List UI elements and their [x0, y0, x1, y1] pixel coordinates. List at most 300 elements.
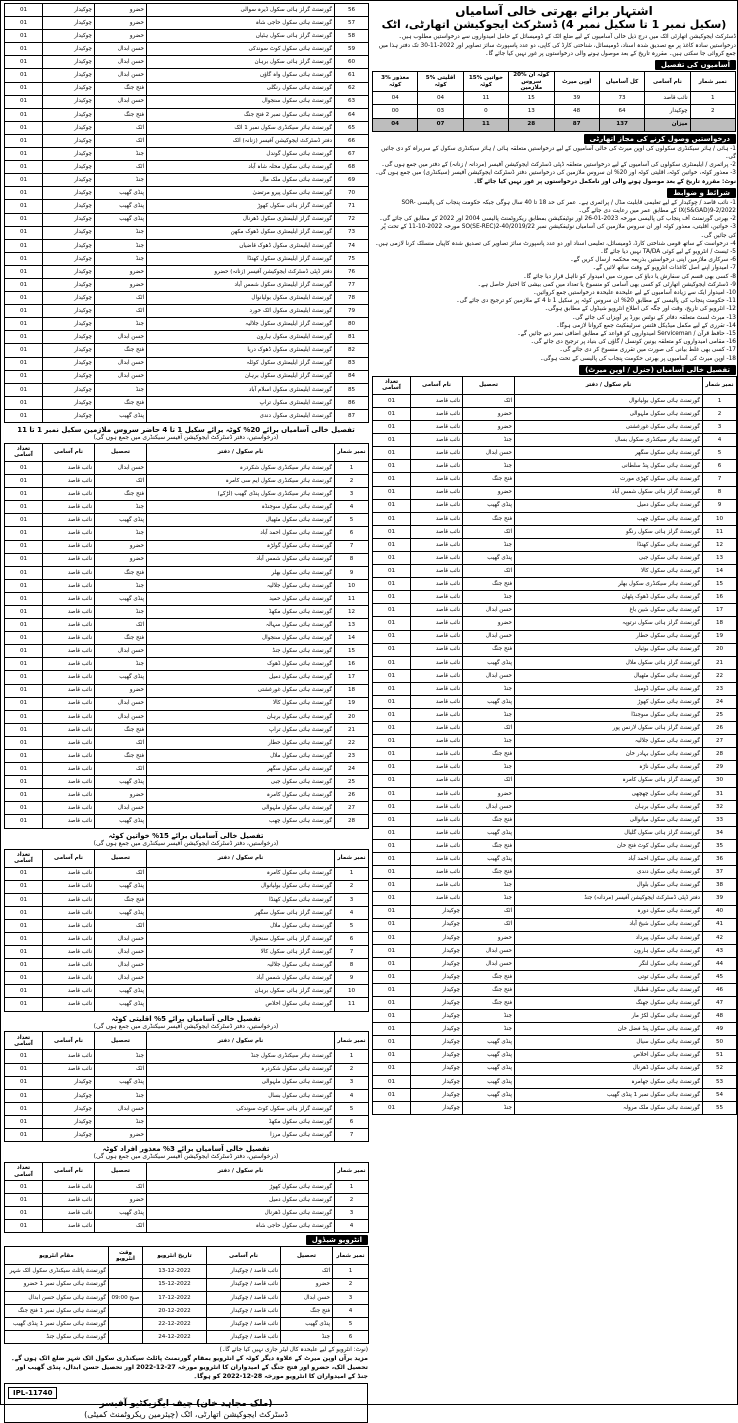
table-cell: نائب قاصد	[411, 826, 463, 839]
table-cell: 01	[5, 396, 43, 409]
table-cell: نائب قاصد	[411, 656, 463, 669]
table-cell: حضرو	[463, 407, 515, 420]
table-cell: 54	[703, 1088, 737, 1101]
column-header: نام آسامی	[43, 849, 95, 867]
table-cell: چوکیدار	[411, 1075, 463, 1088]
table-cell: 01	[5, 488, 43, 501]
table-row	[5, 998, 369, 1011]
table-row	[5, 1089, 369, 1102]
table-cell: گورنمنٹ ہائی سکول واہ گاؤں	[147, 69, 335, 82]
table-cell: نائب قاصد	[411, 591, 463, 604]
open-merit-table	[372, 376, 737, 1115]
table-cell: 01	[5, 1207, 43, 1220]
table-cell: 40	[703, 905, 737, 918]
list-item: 8- کسی بھی قسم کی سفارش یا دباؤ کی صورت میں امیدوار کو نااہل قرار دیا جائے گا۔	[523, 273, 736, 280]
list-item: 12- انٹرویو کی تاریخ، وقت اور جگہ کی اطلاع انٹرویو شیڈول کے مطابق ہوگی۔	[544, 306, 736, 313]
table-cell: گورنمنٹ ہائر سیکنڈری سکول جنڈ	[147, 1050, 335, 1063]
table-cell: جنڈ	[463, 591, 515, 604]
table-row	[373, 682, 737, 695]
table-cell: 67	[335, 148, 369, 161]
table-row	[5, 736, 369, 749]
table-cell: 17-12-2022	[143, 1291, 207, 1304]
table-row	[373, 486, 737, 499]
table-cell: نائب قاصد	[411, 512, 463, 525]
table-cell: 01	[5, 174, 43, 187]
table-cell: 01	[5, 30, 43, 43]
table-cell: حضرو	[95, 278, 147, 291]
table-cell: نائب قاصد / چوکیدار	[207, 1304, 281, 1317]
table-cell: حسن ابدال	[95, 43, 147, 56]
table-row	[373, 1010, 737, 1023]
table-cell: چوکیدار	[43, 174, 95, 187]
left-column	[4, 3, 368, 1423]
table-cell: 01	[5, 134, 43, 147]
table-cell: نائب قاصد	[43, 893, 95, 906]
table-cell: نائب قاصد / چوکیدار	[207, 1278, 281, 1291]
table-cell: گورنمنٹ ہائی سکول دورہ	[515, 905, 703, 918]
list-item: 3- خواتین، اقلیتی، معذور کوٹہ اور ان سروس ملازمین کی آسامیاں نوٹیفکیشن نمبر SO(SE-REC)2-40/2019/22 مورخہ 2022-10-11 کے تحت پُر کی جائیں گی۔	[380, 224, 736, 239]
table-cell: جنڈ	[463, 735, 515, 748]
table-cell: 01	[5, 893, 43, 906]
table-cell: جنڈ	[95, 605, 147, 618]
table-cell: چوکیدار	[411, 1049, 463, 1062]
table-cell: 01	[5, 252, 43, 265]
table-cell: گورنمنٹ گرلز ہائی سکول ملال	[515, 656, 703, 669]
table-row	[5, 1194, 369, 1207]
table-cell: جنڈ	[95, 1115, 147, 1128]
table-row	[5, 1115, 369, 1128]
table-row	[5, 592, 369, 605]
list-item: 13- میرٹ لسٹ متعلقہ دفاتر کے نوٹس بورڈ پر آویزاں کی جائے گی۔	[571, 314, 736, 321]
column-header: نام آسامی	[43, 1032, 95, 1050]
table-cell: 66	[335, 134, 369, 147]
table-cell: گورنمنٹ ہائی سکول کالا	[515, 565, 703, 578]
table-cell: 01	[373, 1023, 411, 1036]
open-merit-continued-body	[5, 4, 369, 423]
table-cell: 01	[373, 774, 411, 787]
table-cell: 01	[373, 486, 411, 499]
table-cell: گورنمنٹ ایلیمنٹری سکول ہارون	[147, 331, 335, 344]
table-cell: 01	[373, 447, 411, 460]
table-cell: اٹک	[95, 475, 147, 488]
interview-heading-bar	[4, 1235, 368, 1245]
column-header: نام آسامی	[411, 376, 463, 394]
table-cell: پنڈی گھیب	[463, 499, 515, 512]
table-cell	[109, 1317, 143, 1330]
list-item: 15- حافظ قرآن / Serviceman امیدواروں کو قواعد کے مطابق اضافی نمبر دیے جائیں گے۔	[517, 331, 736, 337]
table-cell: نائب قاصد	[43, 998, 95, 1011]
table-cell: 5	[335, 1102, 369, 1115]
table-cell: چوکیدار	[43, 252, 95, 265]
conditions-heading-bar	[372, 188, 736, 198]
table-row	[373, 931, 737, 944]
table-cell: 01	[5, 998, 43, 1011]
table-cell: نائب قاصد	[43, 632, 95, 645]
table-cell: نائب قاصد	[411, 578, 463, 591]
column-header: تعداد آسامی	[5, 443, 43, 461]
table-cell: 19	[335, 697, 369, 710]
table-row	[373, 460, 737, 473]
table-cell: 01	[373, 813, 411, 826]
interview-extra-note: مزید برآں اوپن میرٹ کے علاوہ دیگر کوٹہ کے انٹرویو بمقام گورنمنٹ پائلٹ سیکنڈری سکول اٹک شہر ضلع اٹک ہوں گے۔ تحصیل اٹک، حضرو اور فتح جنگ کے امیدواران کا انٹرویو مورخہ 27-12-2022 اور تحصیل حسن ابدال، پنڈی گھیب اور جنڈ کے امیدواران کا انٹرویو مورخہ 28-12-2022 کو ہوگا۔	[11, 1355, 368, 1381]
table-cell: حسن ابدال	[95, 56, 147, 69]
table-cell: 22-12-2022	[143, 1317, 207, 1330]
table-row	[5, 305, 369, 318]
table-cell: 33	[703, 813, 737, 826]
table-cell: 3	[335, 1076, 369, 1089]
table-cell: 01	[5, 331, 43, 344]
table-cell: چوکیدار	[43, 278, 95, 291]
table-cell: 6	[703, 460, 737, 473]
table-row	[5, 174, 369, 187]
table-cell: 1	[703, 394, 737, 407]
column-header: تعداد آسامی	[5, 1032, 43, 1050]
table-cell: حسن ابدال	[95, 331, 147, 344]
table-row	[373, 997, 737, 1010]
table-cell: فتح جنگ	[463, 643, 515, 656]
table-cell: 09:00 صبح	[109, 1291, 143, 1304]
table-row	[5, 514, 369, 527]
table-cell: 1	[333, 1265, 369, 1278]
table-cell: نائب قاصد	[43, 946, 95, 959]
table-cell: نائب قاصد	[43, 959, 95, 972]
table-cell: گورنمنٹ ایلیمنٹری سکول ڈھوک قاضیاں	[147, 239, 335, 252]
in-service-subheading: (درخواستیں، دفتر ڈسٹرکٹ ایجوکیشن آفیسر سیکنڈری میں جمع ہوں گی)	[93, 434, 279, 442]
table-row	[373, 669, 737, 682]
table-cell: نائب قاصد	[411, 761, 463, 774]
table-cell: نائب قاصد	[411, 774, 463, 787]
table-cell: گورنمنٹ ہائی سکول نمبر 1 فتح جنگ	[5, 1304, 109, 1317]
table-cell: 01	[373, 421, 411, 434]
table-cell: 28	[509, 118, 554, 131]
list-item: 16- مقامی امیدواروں کو متعلقہ یونین کونسل / گاؤں کی بنیاد پر ترجیح دی جائے گی۔	[530, 339, 736, 346]
table-cell: 01	[5, 265, 43, 278]
table-row	[5, 357, 369, 370]
table-row	[5, 95, 369, 108]
table-cell: 03	[418, 105, 463, 118]
table-cell: گورنمنٹ ہائی سکول ڈھوک پٹھان	[515, 591, 703, 604]
table-cell: چوکیدار	[43, 1115, 95, 1128]
table-cell: 01	[373, 1010, 411, 1023]
table-cell: 01	[373, 748, 411, 761]
table-cell: 1	[690, 92, 735, 105]
table-cell: 8	[703, 486, 737, 499]
table-cell: جنڈ	[463, 1101, 515, 1114]
table-row	[373, 1023, 737, 1036]
table-cell: 24	[703, 696, 737, 709]
table-cell: پنڈی گھیب	[463, 853, 515, 866]
table-row	[373, 551, 737, 564]
table-cell: نائب قاصد	[411, 434, 463, 447]
table-cell: گورنمنٹ ہائی سکول جلالیہ	[515, 735, 703, 748]
table-cell: حضرو	[463, 787, 515, 800]
table-row	[373, 892, 737, 905]
table-row	[5, 383, 369, 396]
table-cell: 10	[703, 512, 737, 525]
table-cell: 5	[335, 514, 369, 527]
table-cell: 64	[599, 105, 644, 118]
table-cell: پنڈی گھیب	[95, 998, 147, 1011]
table-cell: 01	[5, 946, 43, 959]
table-row	[373, 118, 736, 131]
table-cell: گورنمنٹ ہائی سکول ناڑہ	[515, 761, 703, 774]
table-cell: گورنمنٹ ہائی سکول گولڑہ	[147, 540, 335, 553]
table-cell: حسن ابدال	[281, 1291, 333, 1304]
table-cell: چوکیدار	[43, 121, 95, 134]
table-cell: حسن ابدال	[95, 645, 147, 658]
table-row	[373, 565, 737, 578]
table-cell: چوکیدار	[411, 984, 463, 997]
table-cell: چوکیدار	[43, 409, 95, 422]
table-cell: 01	[5, 579, 43, 592]
table-cell: نائب قاصد	[411, 460, 463, 473]
column-header: نمبر شمار	[335, 443, 369, 461]
table-cell: 14	[703, 565, 737, 578]
table-cell: جنڈ	[95, 226, 147, 239]
table-cell: نائب قاصد	[43, 697, 95, 710]
table-cell: گورنمنٹ ہائی سکول کوٹ سوندکی	[147, 43, 335, 56]
table-row	[5, 802, 369, 815]
table-cell: جنڈ	[95, 174, 147, 187]
table-cell: اٹک	[463, 525, 515, 538]
table-cell: نائب قاصد	[411, 879, 463, 892]
table-row	[5, 527, 369, 540]
table-row	[5, 187, 369, 200]
table-cell: 01	[5, 605, 43, 618]
table-cell: نائب قاصد	[43, 906, 95, 919]
table-cell: 01	[5, 972, 43, 985]
table-row	[5, 1330, 369, 1343]
table-cell: حضرو	[463, 421, 515, 434]
table-cell: 17	[335, 671, 369, 684]
table-cell: نائب قاصد	[43, 501, 95, 514]
table-cell: نائب قاصد	[43, 815, 95, 828]
women-quota-subheading: (درخواستیں، دفتر ڈسٹرکٹ ایجوکیشن آفیسر سیکنڈری میں جمع ہوں گی)	[93, 839, 279, 847]
table-cell: 34	[703, 826, 737, 839]
table-cell: 26	[703, 722, 737, 735]
table-cell: 14	[335, 632, 369, 645]
table-cell: 01	[373, 434, 411, 447]
table-cell: 01	[373, 826, 411, 839]
table-cell: 01	[5, 815, 43, 828]
table-row	[373, 499, 737, 512]
table-cell: نائب قاصد	[43, 540, 95, 553]
table-cell: پنڈی گھیب	[95, 200, 147, 213]
table-cell: گورنمنٹ ہائی سکول ڈھرنال	[147, 1207, 335, 1220]
table-cell: گورنمنٹ ہائی سکول گوندل	[147, 148, 335, 161]
table-row	[373, 957, 737, 970]
table-cell: 01	[373, 918, 411, 931]
table-row	[373, 840, 737, 853]
table-cell: 01	[373, 499, 411, 512]
table-cell: فتح جنگ	[463, 578, 515, 591]
table-cell: گورنمنٹ ہائی سکول چھب	[147, 815, 335, 828]
table-cell: 01	[373, 604, 411, 617]
table-cell: 01	[5, 1181, 43, 1194]
table-row	[5, 252, 369, 265]
table-row	[5, 697, 369, 710]
table-cell: اٹک	[95, 305, 147, 318]
table-cell: 04	[373, 118, 418, 131]
interview-body	[5, 1265, 369, 1344]
disabled-quota-body	[5, 1181, 369, 1233]
table-cell: 01	[5, 1129, 43, 1142]
table-cell: 25	[703, 709, 737, 722]
table-cell: 43	[703, 944, 737, 957]
table-row	[373, 1036, 737, 1049]
table-row	[5, 1317, 369, 1330]
table-row	[5, 43, 369, 56]
table-cell: 80	[335, 318, 369, 331]
table-row	[5, 331, 369, 344]
table-cell: 01	[5, 710, 43, 723]
table-row	[5, 278, 369, 291]
table-row	[5, 1220, 369, 1233]
table-cell: 01	[5, 802, 43, 815]
table-row	[5, 1181, 369, 1194]
table-cell: گورنمنٹ ہائر سیکنڈری سکول پنڈی گھیب (لڑکے)	[147, 488, 335, 501]
table-row	[373, 604, 737, 617]
table-cell: جنڈ	[95, 579, 147, 592]
table-cell: 28	[335, 815, 369, 828]
table-cell: نائب قاصد	[43, 488, 95, 501]
table-cell: 65	[335, 121, 369, 134]
table-cell: گورنمنٹ ہائی سکول کامرہ	[147, 867, 335, 880]
table-cell: گورنمنٹ ہائی سکول بسال	[147, 1089, 335, 1102]
table-cell: نائب قاصد	[43, 763, 95, 776]
open-merit-continued-table	[4, 3, 369, 423]
table-cell: گورنمنٹ ہائی سکول حمید	[147, 592, 335, 605]
table-cell: گورنمنٹ ہائی سکول سہالہ	[147, 619, 335, 632]
open-merit-heading: تفصیل خالی آسامیاں (جنرل / اوپن میرٹ)	[579, 365, 736, 375]
interview-heading: انٹرویو شیڈول	[306, 1235, 368, 1245]
table-cell: 61	[335, 69, 369, 82]
table-row	[5, 1278, 369, 1291]
table-cell: چوکیدار	[43, 95, 95, 108]
table-row	[5, 370, 369, 383]
table-cell: جنڈ	[463, 892, 515, 905]
table-cell: چوکیدار	[43, 396, 95, 409]
table-cell: 2	[335, 1063, 369, 1076]
minority-quota-body	[5, 1050, 369, 1142]
table-cell: 01	[5, 409, 43, 422]
column-header: تعداد آسامی	[373, 376, 411, 394]
open-merit-heading-bar	[372, 365, 736, 375]
table-row	[5, 619, 369, 632]
table-cell: 01	[373, 761, 411, 774]
table-cell: 83	[335, 357, 369, 370]
table-cell: 32	[703, 800, 737, 813]
table-cell: 21	[335, 723, 369, 736]
table-cell: 58	[335, 30, 369, 43]
table-cell: نائب قاصد	[411, 473, 463, 486]
table-cell: جنڈ	[463, 682, 515, 695]
table-cell: نائب قاصد / چوکیدار	[207, 1265, 281, 1278]
table-cell: گورنمنٹ ہائی سکول سوجنڈا	[515, 709, 703, 722]
table-cell: 27	[703, 735, 737, 748]
table-cell: گورنمنٹ گرلز ہائی سکول کامرہ	[515, 774, 703, 787]
table-row	[373, 722, 737, 735]
women-quota-heading: تفصیل خالی آسامیاں برائے 15% خواتین کوٹہ	[108, 831, 264, 840]
table-cell: حسن ابدال	[463, 669, 515, 682]
table-cell: گورنمنٹ گرلز ہائی سکول گلیال	[515, 826, 703, 839]
table-cell: 39	[703, 892, 737, 905]
table-cell: گورنمنٹ ہائی سکول غورغشتی	[515, 421, 703, 434]
table-cell: 9	[335, 972, 369, 985]
table-cell: نائب قاصد	[43, 1063, 95, 1076]
table-cell: 6	[335, 932, 369, 945]
table-cell: اٹک	[95, 1220, 147, 1233]
disabled-quota-table	[4, 1162, 369, 1233]
table-cell: گورنمنٹ ہائی سکول بہادر خان	[515, 748, 703, 761]
table-cell: حسن ابدال	[95, 946, 147, 959]
table-row	[5, 318, 369, 331]
table-cell: نائب قاصد	[645, 92, 690, 105]
table-cell: 01	[373, 800, 411, 813]
table-cell: 55	[703, 1101, 737, 1114]
table-cell: نائب قاصد	[43, 789, 95, 802]
list-item: 14- تقرری کے لیے مکمل میڈیکل فٹنس سرٹیفکیٹ جمع کروانا لازمی ہوگا۔	[556, 322, 736, 329]
table-cell: حسن ابدال	[95, 461, 147, 474]
list-item: 2- بھرتی گورنمنٹ آف پنجاب کی پالیسی مورخہ 2023-01-26 اور نوٹیفکیشن بمطابق ریکروٹمنٹ پالیسی 2004 اور 2022 کے مطابق کی جائے گی۔	[379, 216, 736, 223]
table-cell: گورنمنٹ ہائی سکول ملہوالی	[147, 1076, 335, 1089]
table-cell: نائب قاصد	[43, 723, 95, 736]
table-cell: 01	[5, 527, 43, 540]
table-cell: گورنمنٹ ہائی سکول لنگر	[515, 957, 703, 970]
table-cell: گورنمنٹ گرلز ہائی سکول شمس آباد	[515, 486, 703, 499]
table-cell: اٹک	[463, 918, 515, 931]
table-cell: 16	[335, 658, 369, 671]
column-header: نام سکول / دفتر	[147, 1163, 335, 1181]
table-cell: گورنمنٹ ہائی سکول رنگلی	[147, 82, 335, 95]
table-row	[373, 591, 737, 604]
table-cell: 01	[5, 658, 43, 671]
table-cell: گورنمنٹ ایلیمنٹری سکول بولیانوال	[147, 292, 335, 305]
table-cell: نائب قاصد	[411, 709, 463, 722]
table-cell: گورنمنٹ ایلیمنٹری سکول اسلام آباد	[147, 383, 335, 396]
table-cell: نائب قاصد	[43, 579, 95, 592]
table-row	[373, 656, 737, 669]
table-cell: گورنمنٹ ہائی سکول ملہوالی	[147, 802, 335, 815]
table-cell: 01	[5, 671, 43, 684]
table-cell: 7	[335, 540, 369, 553]
interview-header-row	[5, 1247, 369, 1265]
table-cell: 01	[5, 69, 43, 82]
table-cell: 76	[335, 265, 369, 278]
table-cell: گورنمنٹ گرلز ہائی سکول برہان	[147, 56, 335, 69]
table-row	[5, 292, 369, 305]
table-cell	[109, 1278, 143, 1291]
table-cell: 17	[703, 604, 737, 617]
table-row	[5, 121, 369, 134]
table-cell: چوکیدار	[43, 383, 95, 396]
table-cell: 0	[463, 105, 508, 118]
in-service-body	[5, 461, 369, 828]
table-cell: نائب قاصد	[43, 1181, 95, 1194]
table-cell: گورنمنٹ گرلز ہائی سکول برہان	[147, 985, 335, 998]
table-cell: 01	[373, 866, 411, 879]
column-header: اوپن میرٹ	[554, 72, 599, 92]
table-cell: 01	[5, 697, 43, 710]
table-cell: حضرو	[463, 931, 515, 944]
table-cell: گورنمنٹ ہائی سکول بھلر	[147, 566, 335, 579]
table-cell: فتح جنگ	[463, 840, 515, 853]
table-cell: 23	[703, 682, 737, 695]
table-cell: پنڈی گھیب	[463, 1088, 515, 1101]
table-cell: اٹک	[463, 774, 515, 787]
table-cell: فتح جنگ	[463, 748, 515, 761]
column-header: تحصیل	[95, 443, 147, 461]
